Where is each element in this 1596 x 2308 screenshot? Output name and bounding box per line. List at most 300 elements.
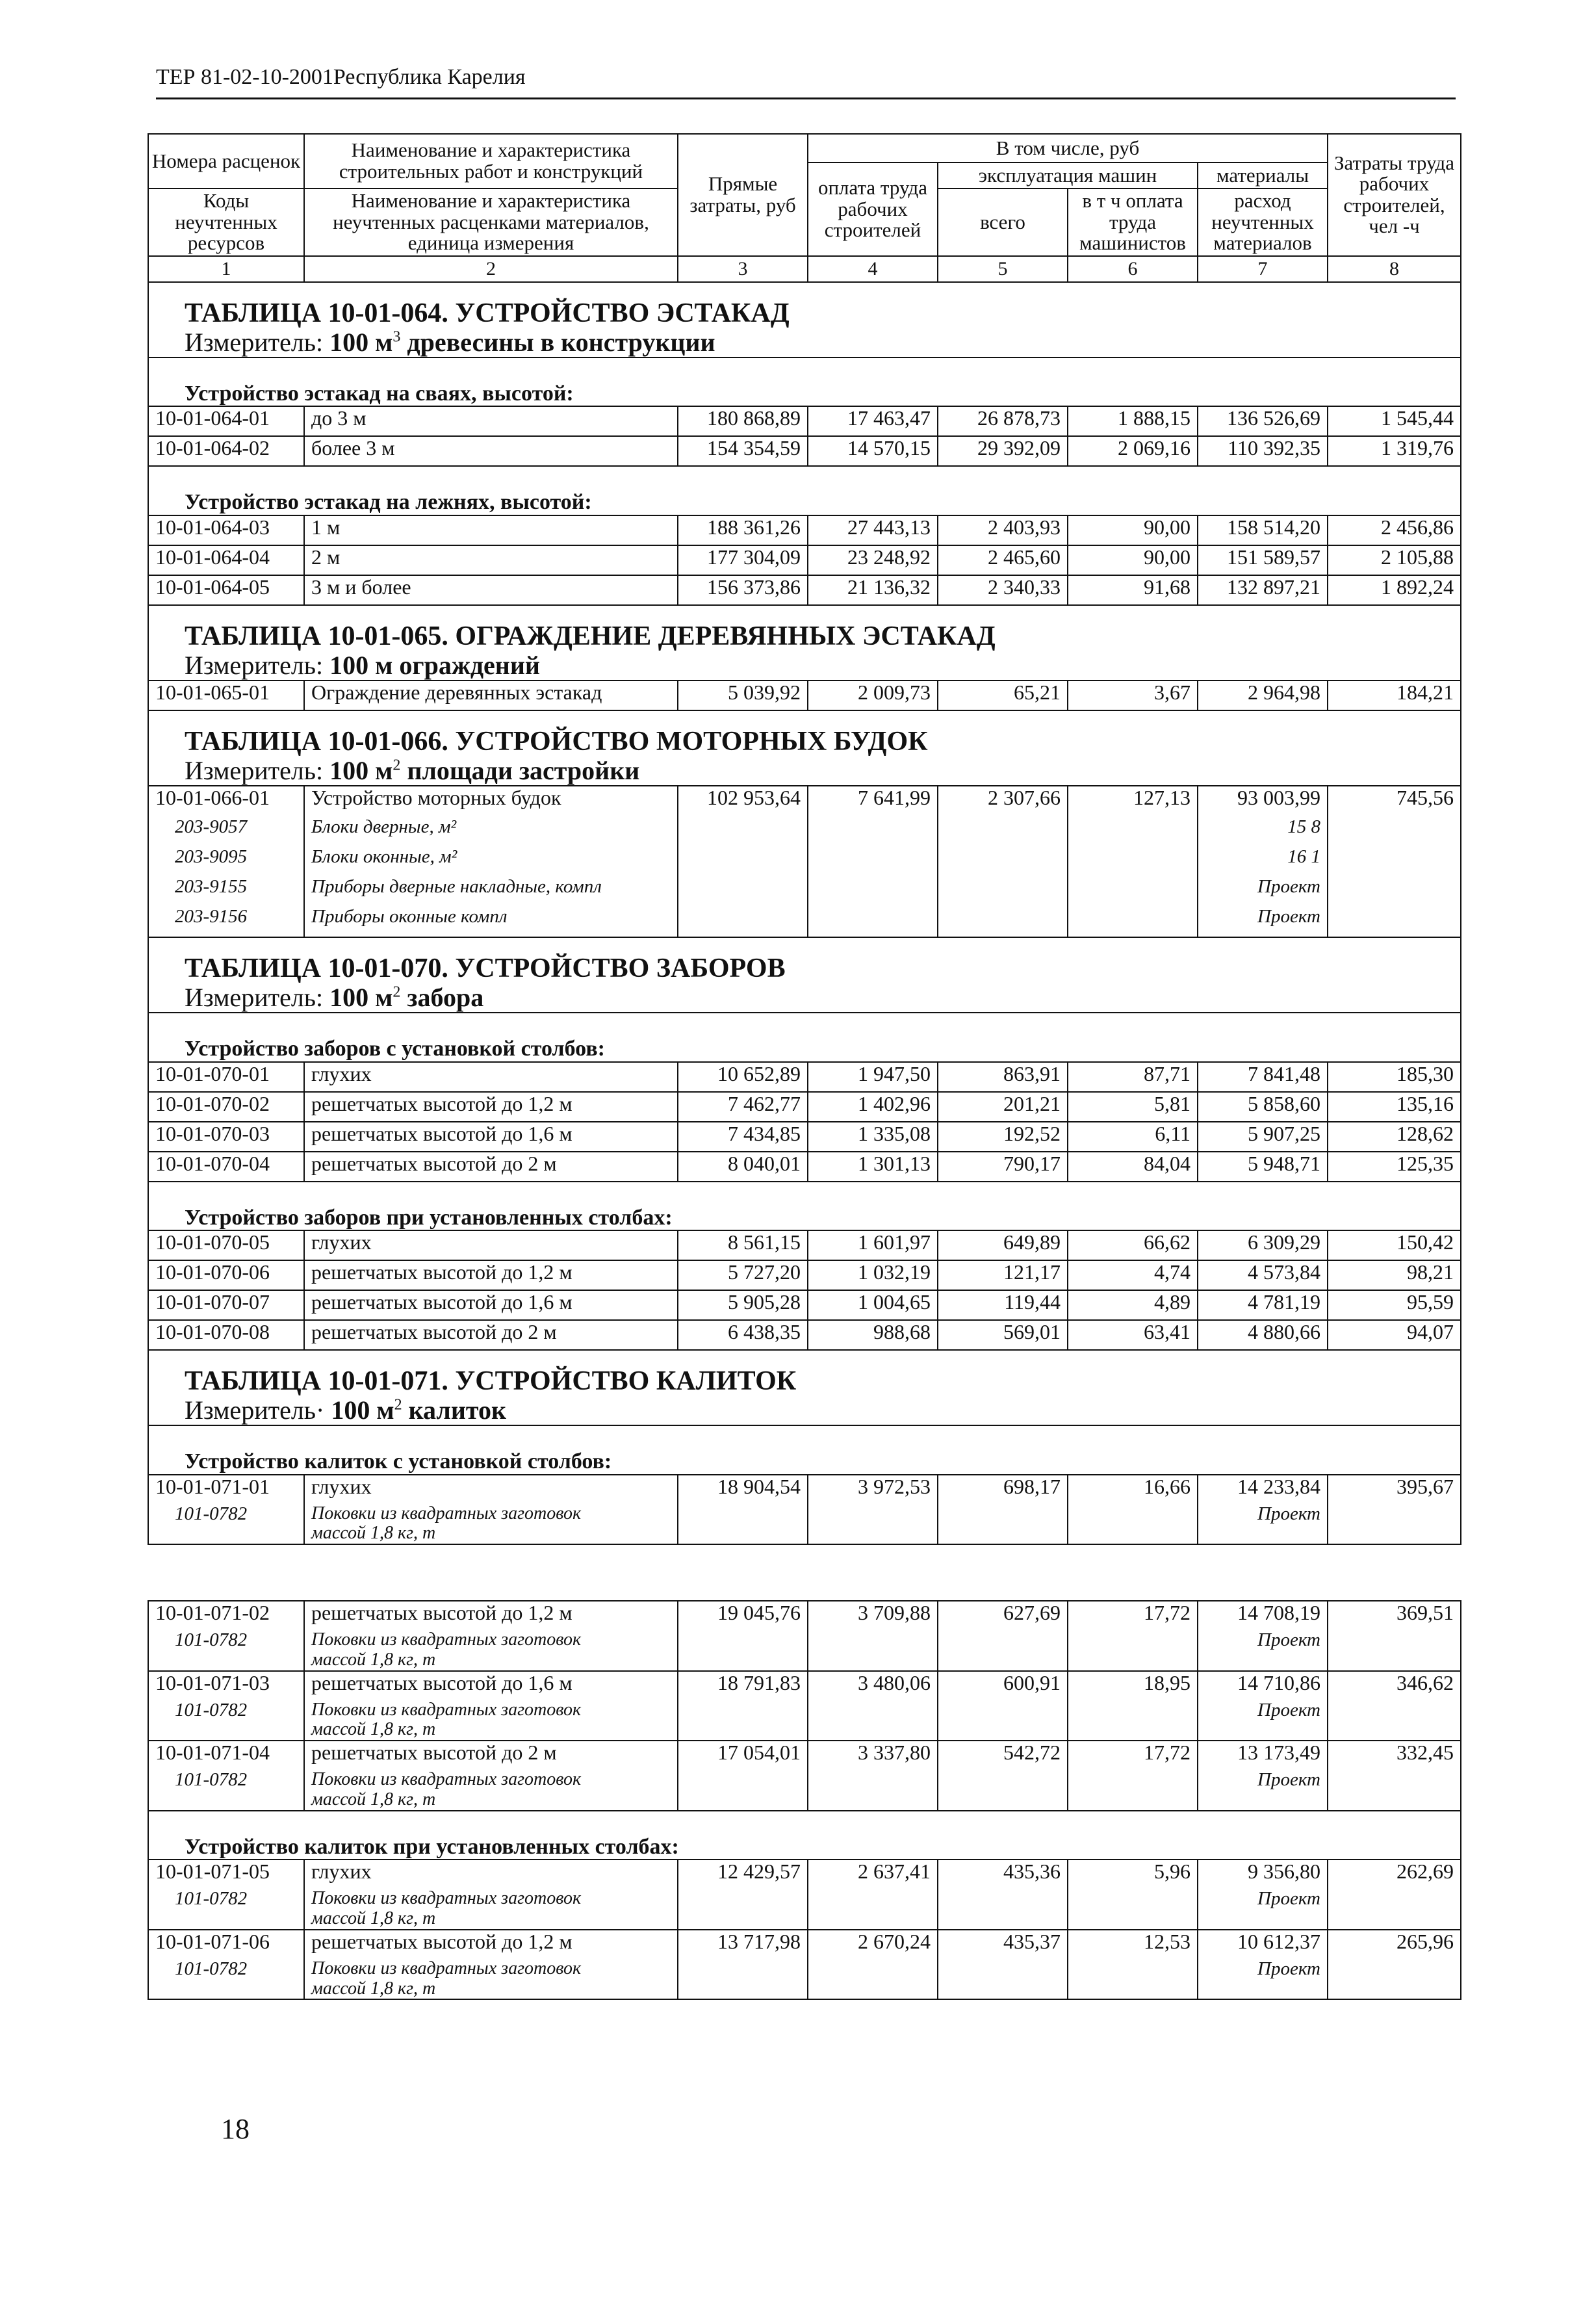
table-cell: 1 402,96: [808, 1092, 938, 1122]
table-cell: 3 972,53: [808, 1475, 938, 1545]
table-cell: решетчатых высотой до 1,2 м: [304, 1092, 678, 1122]
table-cell: 1 319,76: [1328, 436, 1461, 466]
col-head-direct: Прямые затраты, руб: [678, 134, 808, 256]
table-title: ТАБЛИЦА 10-01-071. УСТРОЙСТВО КАЛИТОК: [148, 1350, 1461, 1396]
table-cell: 119,44: [938, 1290, 1068, 1320]
resource-row: [148, 877, 1461, 907]
table-cell: решетчатых высотой до 1,2 м: [304, 1601, 678, 1630]
table-row: [148, 406, 1461, 436]
table-cell: Проект: [1198, 1889, 1328, 1930]
table-cell: глухих: [304, 1062, 678, 1092]
table-cell: 790,17: [938, 1152, 1068, 1182]
table-cell: 5 948,71: [1198, 1152, 1328, 1182]
table-cell: решетчатых высотой до 1,6 м: [304, 1290, 678, 1320]
table-cell: 203-9095: [148, 847, 304, 877]
text-fragment: 100 м: [329, 756, 393, 785]
text-fragment: 2: [394, 1396, 402, 1414]
table-cell: 13 717,98: [678, 1930, 808, 2000]
table-cell: 90,00: [1068, 545, 1198, 575]
section-title: Устройство заборов при установленных столбах:: [148, 1182, 1461, 1230]
table-row: [148, 575, 1461, 605]
table-cell: 3 м и более: [304, 575, 678, 605]
table-cell: 14 570,15: [808, 436, 938, 466]
table-cell: [678, 847, 808, 877]
table-cell: 10-01-066-01: [148, 786, 304, 817]
text-fragment: Измеритель:: [185, 651, 330, 680]
table-cell: решетчатых высотой до 1,6 м: [304, 1122, 678, 1152]
table-cell: 156 373,86: [678, 575, 808, 605]
table-cell: Проект: [1198, 1700, 1328, 1741]
table-cell: 3,67: [1068, 681, 1198, 710]
text-fragment: Измеритель·: [185, 1396, 331, 1425]
table-cell: 18 791,83: [678, 1671, 808, 1741]
col-num: 7: [1198, 256, 1328, 282]
text-fragment: 100 м: [329, 328, 393, 357]
resource-row: [148, 817, 1461, 847]
table-cell: 1 947,50: [808, 1062, 938, 1092]
text-fragment: 2: [393, 757, 401, 774]
table-cell: [808, 817, 938, 847]
table-cell: 2 465,60: [938, 545, 1068, 575]
table-cell: [808, 907, 938, 937]
table-row: [148, 1122, 1461, 1152]
table-cell: до 3 м: [304, 406, 678, 436]
table-cell: 18,95: [1068, 1671, 1198, 1741]
text-fragment: древесины в конструкции: [400, 328, 715, 357]
table-cell: [1068, 877, 1198, 907]
table-cell: 332,45: [1328, 1741, 1461, 1811]
text-fragment: Измеритель:: [185, 756, 330, 785]
table-cell: 10-01-070-06: [148, 1260, 304, 1290]
header-rule: [156, 97, 1456, 99]
table-cell: 27 443,13: [808, 515, 938, 545]
table-row: [148, 1290, 1461, 1320]
text-fragment: 100 м: [329, 983, 393, 1013]
table-cell: 265,96: [1328, 1930, 1461, 2000]
table-cell: 192,52: [938, 1122, 1068, 1152]
table-cell: Приборы оконные компл: [304, 907, 678, 937]
table-cell: [1068, 847, 1198, 877]
table-cell: 7 434,85: [678, 1122, 808, 1152]
table-cell: 102 953,64: [678, 786, 808, 817]
table-title: ТАБЛИЦА 10-01-066. УСТРОЙСТВО МОТОРНЫХ БУДОК: [148, 710, 1461, 757]
table-cell: 7 841,48: [1198, 1062, 1328, 1092]
table-cell: 125,35: [1328, 1152, 1461, 1182]
table-row: [148, 1860, 1461, 1889]
table-cell: глухих: [304, 1475, 678, 1504]
table-cell: 435,37: [938, 1930, 1068, 2000]
table-row: [148, 1260, 1461, 1290]
text-fragment: массой 1,8 кг, т: [311, 1978, 436, 1999]
text-fragment: забора: [400, 983, 484, 1013]
col-head-codes: Номера расценок: [148, 134, 304, 188]
table-title: ТАБЛИЦА 10-01-070. УСТРОЙСТВО ЗАБОРОВ: [148, 937, 1461, 983]
col-head-labour: Затраты труда рабочих строителей, чел -ч: [1328, 134, 1461, 256]
table-title: ТАБЛИЦА 10-01-065. ОГРАЖДЕНИЕ ДЕРЕВЯННЫХ ЭСТАКАД: [148, 605, 1461, 651]
table-cell: 127,13: [1068, 786, 1198, 817]
table-cell: 7 641,99: [808, 786, 938, 817]
col-head-name: Наименование и характеристика строительных работ и конструкций: [304, 134, 678, 188]
table-cell: 10-01-064-02: [148, 436, 304, 466]
table-cell: 10-01-070-08: [148, 1320, 304, 1350]
table-cell: 6 309,29: [1198, 1230, 1328, 1260]
table-cell: 10-01-070-07: [148, 1290, 304, 1320]
table-cell: 177 304,09: [678, 545, 808, 575]
text-fragment: Поковки из квадратных заготовок: [311, 1700, 582, 1720]
table-cell: 435,36: [938, 1860, 1068, 1930]
table-cell: 94,07: [1328, 1320, 1461, 1350]
text-fragment: массой 1,8 кг, т: [311, 1649, 436, 1670]
table-cell: [304, 1770, 678, 1811]
table-cell: 203-9057: [148, 817, 304, 847]
table-cell: 10 612,37: [1198, 1930, 1328, 1959]
table-cell: [304, 1630, 678, 1671]
table-row: [148, 1671, 1461, 1700]
table-cell: 203-9156: [148, 907, 304, 937]
resource-row: [148, 907, 1461, 937]
table-cell: 346,62: [1328, 1671, 1461, 1741]
table-cell: Блоки оконные, м²: [304, 847, 678, 877]
table-cell: 150,42: [1328, 1230, 1461, 1260]
table-cell: 10-01-070-02: [148, 1092, 304, 1122]
table-row: [148, 1601, 1461, 1630]
measurement-unit: [148, 651, 1461, 681]
col-head-wages: оплата труда рабочих строителей: [808, 162, 938, 256]
table-cell: 1 892,24: [1328, 575, 1461, 605]
table-cell: 101-0782: [148, 1700, 304, 1741]
table-cell: 10-01-070-01: [148, 1062, 304, 1092]
table-cell: Проект: [1198, 1504, 1328, 1545]
text-fragment: массой 1,8 кг, т: [311, 1908, 436, 1928]
table-cell: 649,89: [938, 1230, 1068, 1260]
table-cell: 3 480,06: [808, 1671, 938, 1741]
table-cell: 369,51: [1328, 1601, 1461, 1671]
table-cell: 5 907,25: [1198, 1122, 1328, 1152]
col-num: 8: [1328, 256, 1461, 282]
measurement-unit: [148, 983, 1461, 1013]
table-cell: 542,72: [938, 1741, 1068, 1811]
table-cell: 10-01-065-01: [148, 681, 304, 710]
table-cell: [808, 847, 938, 877]
price-table-continued: [148, 1600, 1461, 2000]
table-cell: 2 307,66: [938, 786, 1068, 817]
table-cell: 16,66: [1068, 1475, 1198, 1545]
table-cell: 17,72: [1068, 1741, 1198, 1811]
table-cell: Проект: [1198, 1959, 1328, 2000]
table-cell: 84,04: [1068, 1152, 1198, 1182]
table-cell: 15 8: [1198, 817, 1328, 847]
table-cell: Проект: [1198, 877, 1328, 907]
table-cell: [808, 877, 938, 907]
table-cell: 90,00: [1068, 515, 1198, 545]
table-cell: 2 069,16: [1068, 436, 1198, 466]
table-cell: решетчатых высотой до 2 м: [304, 1741, 678, 1770]
table-cell: 17 054,01: [678, 1741, 808, 1811]
measurement-unit: [148, 1396, 1461, 1425]
table-cell: 4,89: [1068, 1290, 1198, 1320]
table-cell: 66,62: [1068, 1230, 1198, 1260]
table-cell: 65,21: [938, 681, 1068, 710]
table-cell: 21 136,32: [808, 575, 938, 605]
section-title: Устройство калиток при установленных столбах:: [148, 1811, 1461, 1860]
col-head-machinist-wages: в т ч оплата труда машинистов: [1068, 188, 1198, 256]
table-cell: 16 1: [1198, 847, 1328, 877]
table-cell: 10-01-071-01: [148, 1475, 304, 1504]
table-cell: [938, 877, 1068, 907]
table-cell: 121,17: [938, 1260, 1068, 1290]
table-cell: 10-01-070-03: [148, 1122, 304, 1152]
table-cell: 136 526,69: [1198, 406, 1328, 436]
table-cell: 988,68: [808, 1320, 938, 1350]
table-cell: 101-0782: [148, 1504, 304, 1545]
table-cell: 8 040,01: [678, 1152, 808, 1182]
table-cell: 2 456,86: [1328, 515, 1461, 545]
table-cell: решетчатых высотой до 1,2 м: [304, 1930, 678, 1959]
table-cell: решетчатых высотой до 2 м: [304, 1320, 678, 1350]
table-cell: 1 032,19: [808, 1260, 938, 1290]
table-cell: [1068, 817, 1198, 847]
table-cell: 91,68: [1068, 575, 1198, 605]
table-cell: [678, 907, 808, 937]
measurement-unit: [148, 328, 1461, 357]
table-row: [148, 1152, 1461, 1182]
table-cell: 10 652,89: [678, 1062, 808, 1092]
table-cell: 395,67: [1328, 1475, 1461, 1545]
table-cell: 4 880,66: [1198, 1320, 1328, 1350]
table-row: [148, 1475, 1461, 1504]
col-head-machines: эксплуатация машин: [938, 162, 1198, 188]
table-cell: 203-9155: [148, 877, 304, 907]
table-cell: 101-0782: [148, 1889, 304, 1930]
table-cell: Приборы дверные накладные, компл: [304, 877, 678, 907]
col-head-machines-total: всего: [938, 188, 1068, 256]
table-cell: 745,56: [1328, 786, 1461, 817]
table-cell: 8 561,15: [678, 1230, 808, 1260]
table-cell: 10-01-071-05: [148, 1860, 304, 1889]
table-cell: 5,81: [1068, 1092, 1198, 1122]
table-cell: 2 м: [304, 545, 678, 575]
table-cell: 14 708,19: [1198, 1601, 1328, 1630]
table-title: ТАБЛИЦА 10-01-064. УСТРОЙСТВО ЭСТАКАД: [148, 282, 1461, 328]
table-cell: 12 429,57: [678, 1860, 808, 1930]
table-row: [148, 1320, 1461, 1350]
col-num: 2: [304, 256, 678, 282]
table-cell: 184,21: [1328, 681, 1461, 710]
table-cell: [1328, 847, 1461, 877]
table-cell: [1328, 817, 1461, 847]
text-fragment: 2: [393, 983, 401, 1001]
text-fragment: 3: [393, 328, 401, 346]
table-cell: 698,17: [938, 1475, 1068, 1545]
table-cell: 262,69: [1328, 1860, 1461, 1930]
text-fragment: Измеритель:: [185, 983, 330, 1013]
table-cell: 12,53: [1068, 1930, 1198, 2000]
table-cell: 1 335,08: [808, 1122, 938, 1152]
table-cell: [938, 847, 1068, 877]
table-cell: 10-01-064-04: [148, 545, 304, 575]
table-cell: глухих: [304, 1860, 678, 1889]
table-cell: 101-0782: [148, 1630, 304, 1671]
table-cell: 23 248,92: [808, 545, 938, 575]
table-cell: 10-01-071-04: [148, 1741, 304, 1770]
table-row: [148, 1092, 1461, 1122]
col-num: 5: [938, 256, 1068, 282]
text-fragment: 100 м ограждений: [329, 651, 540, 680]
table-cell: 185,30: [1328, 1062, 1461, 1092]
text-fragment: Поковки из квадратных заготовок: [311, 1889, 582, 1909]
col-head-resource-name: Наименование и характеристика неучтенных расценками материалов, единица измерения: [304, 188, 678, 256]
table-cell: 627,69: [938, 1601, 1068, 1671]
table-cell: 10-01-071-06: [148, 1930, 304, 1959]
table-cell: 1 545,44: [1328, 406, 1461, 436]
table-row: [148, 786, 1461, 817]
table-row: [148, 1230, 1461, 1260]
table-cell: Ограждение деревянных эстакад: [304, 681, 678, 710]
table-cell: 101-0782: [148, 1959, 304, 2000]
table-cell: [1068, 907, 1198, 937]
col-num: 4: [808, 256, 938, 282]
table-cell: 863,91: [938, 1062, 1068, 1092]
table-cell: 1 601,97: [808, 1230, 938, 1260]
table-cell: Устройство моторных будок: [304, 786, 678, 817]
section-title: Устройство заборов с установкой столбов:: [148, 1013, 1461, 1061]
table-cell: 569,01: [938, 1320, 1068, 1350]
table-cell: 2 403,93: [938, 515, 1068, 545]
table-cell: 26 878,73: [938, 406, 1068, 436]
table-cell: 180 868,89: [678, 406, 808, 436]
table-cell: решетчатых высотой до 1,6 м: [304, 1671, 678, 1700]
table-cell: 10-01-070-05: [148, 1230, 304, 1260]
section-title: Устройство калиток с установкой столбов:: [148, 1425, 1461, 1474]
table-cell: глухих: [304, 1230, 678, 1260]
table-cell: 98,21: [1328, 1260, 1461, 1290]
col-head-materials: материалы: [1198, 162, 1328, 188]
text-fragment: Поковки из квадратных заготовок: [311, 1958, 582, 1978]
text-fragment: массой 1,8 кг, т: [311, 1789, 436, 1809]
table-cell: 600,91: [938, 1671, 1068, 1741]
table-cell: 3 337,80: [808, 1741, 938, 1811]
table-cell: 5 727,20: [678, 1260, 808, 1290]
col-head-group: В том числе, руб: [808, 134, 1328, 162]
table-cell: 154 354,59: [678, 436, 808, 466]
table-cell: 1 004,65: [808, 1290, 938, 1320]
table-cell: 2 105,88: [1328, 545, 1461, 575]
table-cell: 87,71: [1068, 1062, 1198, 1092]
table-cell: 6,11: [1068, 1122, 1198, 1152]
resource-row: [148, 847, 1461, 877]
page-number: 18: [221, 2113, 250, 2145]
table-cell: 201,21: [938, 1092, 1068, 1122]
table-cell: 13 173,49: [1198, 1741, 1328, 1770]
table-cell: Блоки дверные, м²: [304, 817, 678, 847]
table-cell: 10-01-070-04: [148, 1152, 304, 1182]
table-cell: 135,16: [1328, 1092, 1461, 1122]
price-table-main: [148, 133, 1461, 1545]
table-cell: 93 003,99: [1198, 786, 1328, 817]
table-cell: 132 897,21: [1198, 575, 1328, 605]
table-cell: 158 514,20: [1198, 515, 1328, 545]
table-row: [148, 1930, 1461, 1959]
table-cell: 4 781,19: [1198, 1290, 1328, 1320]
table-cell: решетчатых высотой до 1,2 м: [304, 1260, 678, 1290]
table-cell: 95,59: [1328, 1290, 1461, 1320]
table-row: [148, 515, 1461, 545]
table-cell: 101-0782: [148, 1770, 304, 1811]
table-cell: 7 462,77: [678, 1092, 808, 1122]
table-cell: 10-01-064-03: [148, 515, 304, 545]
table-row: [148, 681, 1461, 710]
col-head-unaccounted: расход неучтенных материалов: [1198, 188, 1328, 256]
table-cell: 2 964,98: [1198, 681, 1328, 710]
text-fragment: массой 1,8 кг, т: [311, 1719, 436, 1740]
text-fragment: Поковки из квадратных заготовок: [311, 1770, 582, 1790]
table-cell: 2 340,33: [938, 575, 1068, 605]
table-row: [148, 1062, 1461, 1092]
text-fragment: площади застройки: [400, 756, 640, 785]
table-cell: 2 637,41: [808, 1860, 938, 1930]
table-row: [148, 545, 1461, 575]
text-fragment: 100 м: [331, 1396, 394, 1425]
table-cell: 10-01-071-03: [148, 1671, 304, 1700]
table-cell: 2 670,24: [808, 1930, 938, 2000]
table-cell: 17 463,47: [808, 406, 938, 436]
table-cell: [1328, 877, 1461, 907]
text-fragment: Измеритель:: [185, 328, 330, 357]
table-cell: 5,96: [1068, 1860, 1198, 1930]
table-cell: 4,74: [1068, 1260, 1198, 1290]
table-cell: 10-01-064-05: [148, 575, 304, 605]
table-cell: 188 361,26: [678, 515, 808, 545]
col-num: 1: [148, 256, 304, 282]
table-cell: 3 709,88: [808, 1601, 938, 1671]
table-cell: 110 392,35: [1198, 436, 1328, 466]
table-cell: 4 573,84: [1198, 1260, 1328, 1290]
table-cell: 128,62: [1328, 1122, 1461, 1152]
table-cell: [304, 1504, 678, 1545]
table-row: [148, 1741, 1461, 1770]
col-num: 3: [678, 256, 808, 282]
table-cell: [938, 817, 1068, 847]
section-title: Устройство эстакад на сваях, высотой:: [148, 357, 1461, 406]
table-cell: Проект: [1198, 1630, 1328, 1671]
table-cell: более 3 м: [304, 436, 678, 466]
text-fragment: Поковки из квадратных заготовок: [311, 1503, 582, 1524]
table-cell: [304, 1959, 678, 2000]
text-fragment: массой 1,8 кг, т: [311, 1523, 436, 1544]
table-cell: 18 904,54: [678, 1475, 808, 1545]
text-fragment: калиток: [402, 1396, 507, 1425]
table-cell: [304, 1889, 678, 1930]
table-cell: [678, 817, 808, 847]
table-cell: Проект: [1198, 1770, 1328, 1811]
col-head-resource-codes: Коды неучтенных ресурсов: [148, 188, 304, 256]
page-header: ТЕР 81-02-10-2001Республика Карелия: [156, 65, 526, 89]
table-cell: 2 009,73: [808, 681, 938, 710]
table-cell: 19 045,76: [678, 1601, 808, 1671]
table-cell: Проект: [1198, 907, 1328, 937]
table-cell: 5 905,28: [678, 1290, 808, 1320]
table-cell: 151 589,57: [1198, 545, 1328, 575]
table-cell: 5 858,60: [1198, 1092, 1328, 1122]
table-cell: 14 710,86: [1198, 1671, 1328, 1700]
table-row: [148, 436, 1461, 466]
table-cell: 5 039,92: [678, 681, 808, 710]
col-num: 6: [1068, 256, 1198, 282]
table-cell: 29 392,09: [938, 436, 1068, 466]
table-cell: 14 233,84: [1198, 1475, 1328, 1504]
section-title: Устройство эстакад на лежнях, высотой:: [148, 466, 1461, 515]
table-cell: [304, 1700, 678, 1741]
